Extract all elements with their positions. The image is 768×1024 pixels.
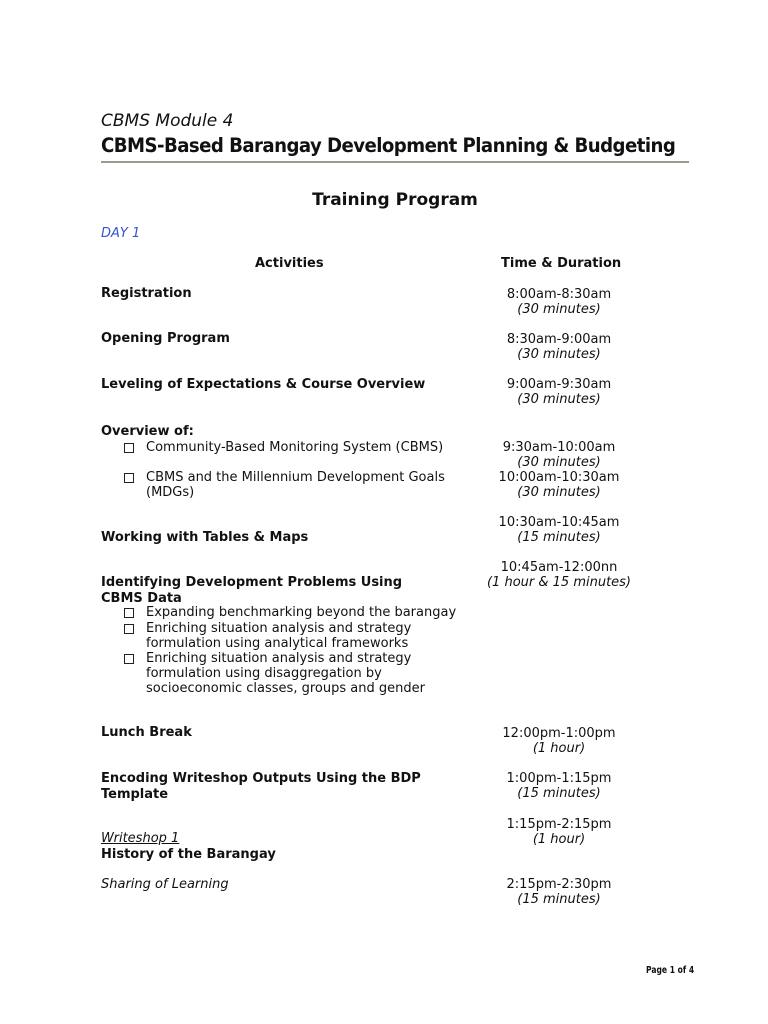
list-item-text: Enriching situation analysis and strategy formulation using analytical frameworks	[146, 621, 412, 651]
time-identifying	[479, 560, 639, 590]
page-number: Page 1 of 4	[646, 965, 695, 976]
duration: (1 hour)	[532, 832, 586, 847]
day-label: DAY 1	[101, 226, 141, 241]
module-label: CBMS Module 4	[101, 111, 234, 131]
duration: (30 minutes)	[517, 455, 601, 470]
time-range: 9:00am-9:30am	[506, 377, 612, 392]
list-item	[124, 605, 469, 621]
writeshop-sublabel: Writeshop 1	[101, 831, 180, 846]
document-title: CBMS-Based Barangay Development Planning & Budgeting	[101, 134, 676, 157]
list-item-text: Enriching situation analysis and strategy formulation using disaggregation by socioeconomic classes, groups and gender	[146, 651, 425, 696]
activity-writeshop: History of the Barangay	[101, 847, 276, 862]
activity-encoding: Encoding Writeshop Outputs Using the BDP Template	[101, 771, 421, 802]
duration: (30 minutes)	[517, 347, 601, 362]
time-sharing	[479, 877, 639, 907]
duration: (15 minutes)	[517, 530, 601, 545]
checkbox-bullet-icon	[124, 654, 134, 664]
time-registration	[479, 287, 639, 317]
list-item	[124, 470, 469, 502]
time-writeshop	[479, 817, 639, 847]
duration: (30 minutes)	[517, 392, 601, 407]
time-leveling	[479, 377, 639, 407]
time-range: 1:15pm-2:15pm	[506, 817, 612, 832]
time-opening-program	[479, 332, 639, 362]
activity-registration: Registration	[101, 286, 192, 301]
activity-tables-maps: Working with Tables & Maps	[101, 530, 309, 545]
program-title: Training Program	[312, 190, 478, 210]
time-overview-cbms	[479, 440, 639, 470]
activity-sharing: Sharing of Learning	[101, 877, 229, 892]
activity-opening-program: Opening Program	[101, 331, 230, 346]
time-column-header: Time & Duration	[501, 256, 622, 271]
time-lunch-break	[479, 726, 639, 756]
list-item	[124, 440, 469, 456]
time-range: 10:00am-10:30am	[498, 470, 620, 485]
checkbox-bullet-icon	[124, 608, 134, 618]
list-item	[124, 621, 469, 653]
duration: (30 minutes)	[517, 302, 601, 317]
activity-identifying: Identifying Development Problems Using CBMS Data	[101, 575, 403, 606]
time-encoding	[479, 771, 639, 801]
list-item-text: Community-Based Monitoring System (CBMS)	[146, 440, 444, 455]
time-range: 9:30am-10:00am	[502, 440, 616, 455]
duration: (30 minutes)	[517, 485, 601, 500]
time-overview-mdgs	[479, 470, 639, 500]
title-divider	[101, 161, 689, 163]
list-item-text: CBMS and the Millennium Development Goals (MDGs)	[146, 470, 445, 500]
checkbox-bullet-icon	[124, 624, 134, 634]
duration: (15 minutes)	[517, 892, 601, 907]
list-item	[124, 651, 469, 699]
time-range: 10:30am-10:45am	[498, 515, 620, 530]
activity-leveling: Leveling of Expectations & Course Overview	[101, 377, 426, 392]
time-range: 1:00pm-1:15pm	[506, 771, 612, 786]
time-range: 12:00pm-1:00pm	[502, 726, 616, 741]
time-tables-maps	[479, 515, 639, 545]
time-range: 10:45am-12:00nn	[500, 560, 618, 575]
activity-lunch-break: Lunch Break	[101, 725, 192, 740]
checkbox-bullet-icon	[124, 473, 134, 483]
time-range: 8:30am-9:00am	[506, 332, 612, 347]
duration: (1 hour)	[532, 741, 586, 756]
duration: (15 minutes)	[517, 786, 601, 801]
time-range: 8:00am-8:30am	[506, 287, 612, 302]
activities-column-header: Activities	[255, 256, 324, 271]
checkbox-bullet-icon	[124, 443, 134, 453]
list-item-text: Expanding benchmarking beyond the barangay	[146, 605, 457, 620]
duration: (1 hour & 15 minutes)	[486, 575, 632, 590]
activity-overview: Overview of:	[101, 424, 194, 439]
time-range: 2:15pm-2:30pm	[506, 877, 612, 892]
